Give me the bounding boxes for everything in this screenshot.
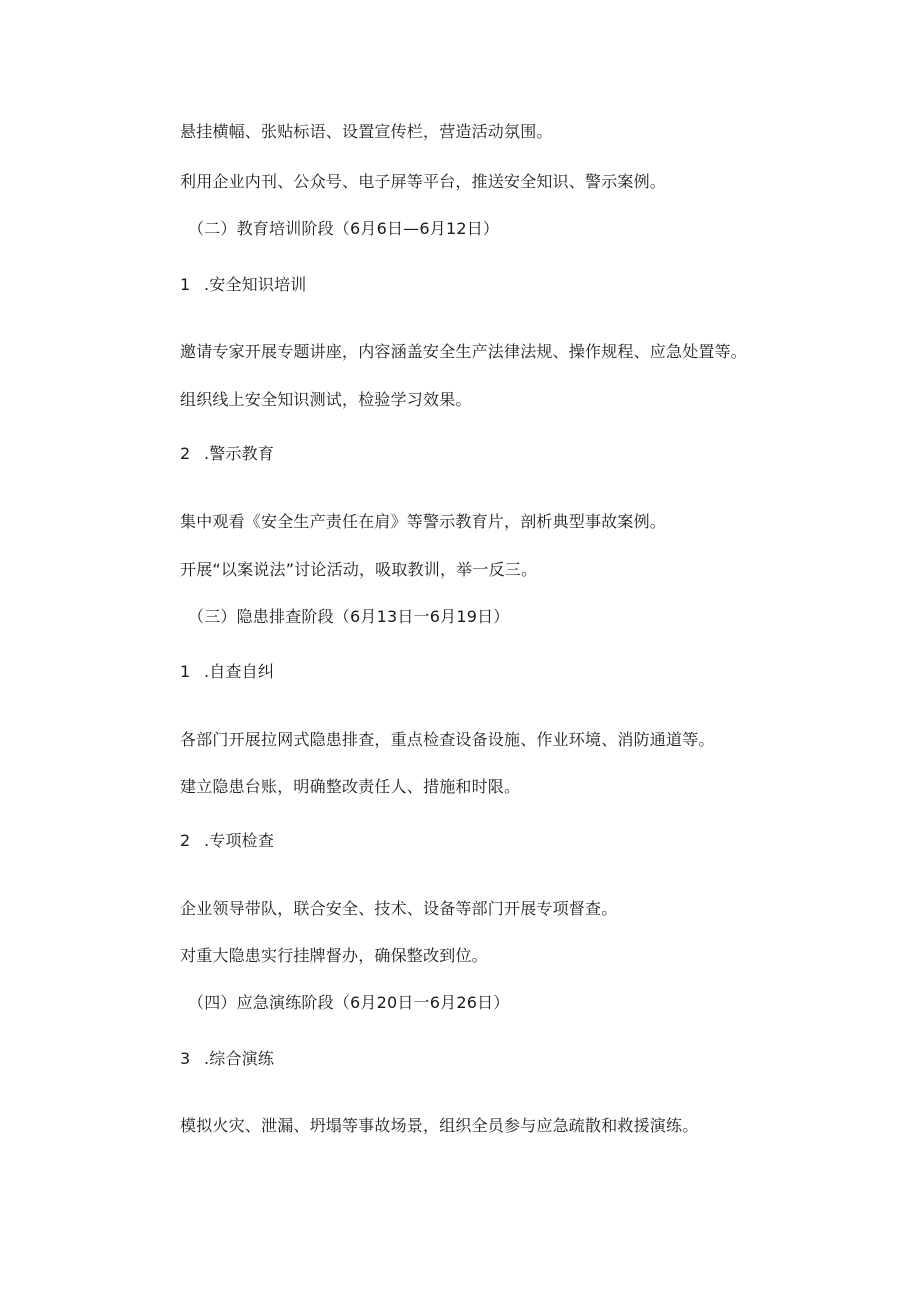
paragraph-publicity-banners: 悬挂横幅、张贴标语、设置宣传栏，营造活动氛围。: [180, 122, 553, 141]
subheading-comprehensive-drill: [180, 1049, 274, 1069]
paragraph-publicity-platforms: 利用企业内刊、公众号、电子屏等平台，推送安全知识、警示案例。: [180, 172, 667, 191]
paragraph-drill-scenarios: 模拟火灾、泄漏、坍塌等事故场景，组织全员参与应急疏散和救援演练。: [180, 1116, 699, 1135]
item-number: 2: [180, 831, 191, 850]
paragraph-hazard-check: 各部门开展拉网式隐患排查，重点检查设备设施、作业环境、消防通道等。: [180, 730, 715, 749]
item-number: 2: [180, 444, 191, 463]
section-heading-education-training: （二）教育培训阶段（6月6日—6月12日）: [188, 219, 500, 238]
paragraph-online-test: 组织线上安全知识测试，检验学习效果。: [180, 390, 472, 409]
item-number: 1: [180, 662, 191, 681]
paragraph-case-discussion: 开展“以案说法”讨论活动，吸取教训，举一反三。: [180, 560, 538, 579]
paragraph-warning-film: 集中观看《安全生产责任在肩》等警示教育片，剖析典型事故案例。: [180, 512, 667, 531]
subheading-safety-training: [180, 275, 307, 295]
section-heading-emergency-drill: （四）应急演练阶段（6月20日一6月26日）: [188, 993, 510, 1012]
item-title: .警示教育: [204, 444, 275, 463]
item-title: .安全知识培训: [204, 275, 307, 294]
item-title: .自查自纠: [204, 662, 275, 681]
item-title: .专项检查: [204, 831, 275, 850]
subheading-warning-education: [180, 444, 274, 464]
item-number: 3: [180, 1049, 191, 1068]
paragraph-hazard-ledger: 建立隐患台账，明确整改责任人、措施和时限。: [180, 777, 521, 796]
paragraph-leader-supervision: 企业领导带队，联合安全、技术、设备等部门开展专项督查。: [180, 899, 618, 918]
item-number: 1: [180, 275, 191, 294]
section-heading-hazard-inspection: （三）隐患排查阶段（6月13日一6月19日）: [188, 607, 510, 626]
paragraph-major-hazard-listing: 对重大隐患实行挂牌督办，确保整改到位。: [180, 946, 488, 965]
item-title: .综合演练: [204, 1049, 275, 1068]
subheading-special-inspection: [180, 831, 274, 851]
subheading-self-inspection: [180, 662, 274, 682]
paragraph-expert-lectures: 邀请专家开展专题讲座，内容涵盖安全生产法律法规、操作规程、应急处置等。: [180, 342, 748, 361]
